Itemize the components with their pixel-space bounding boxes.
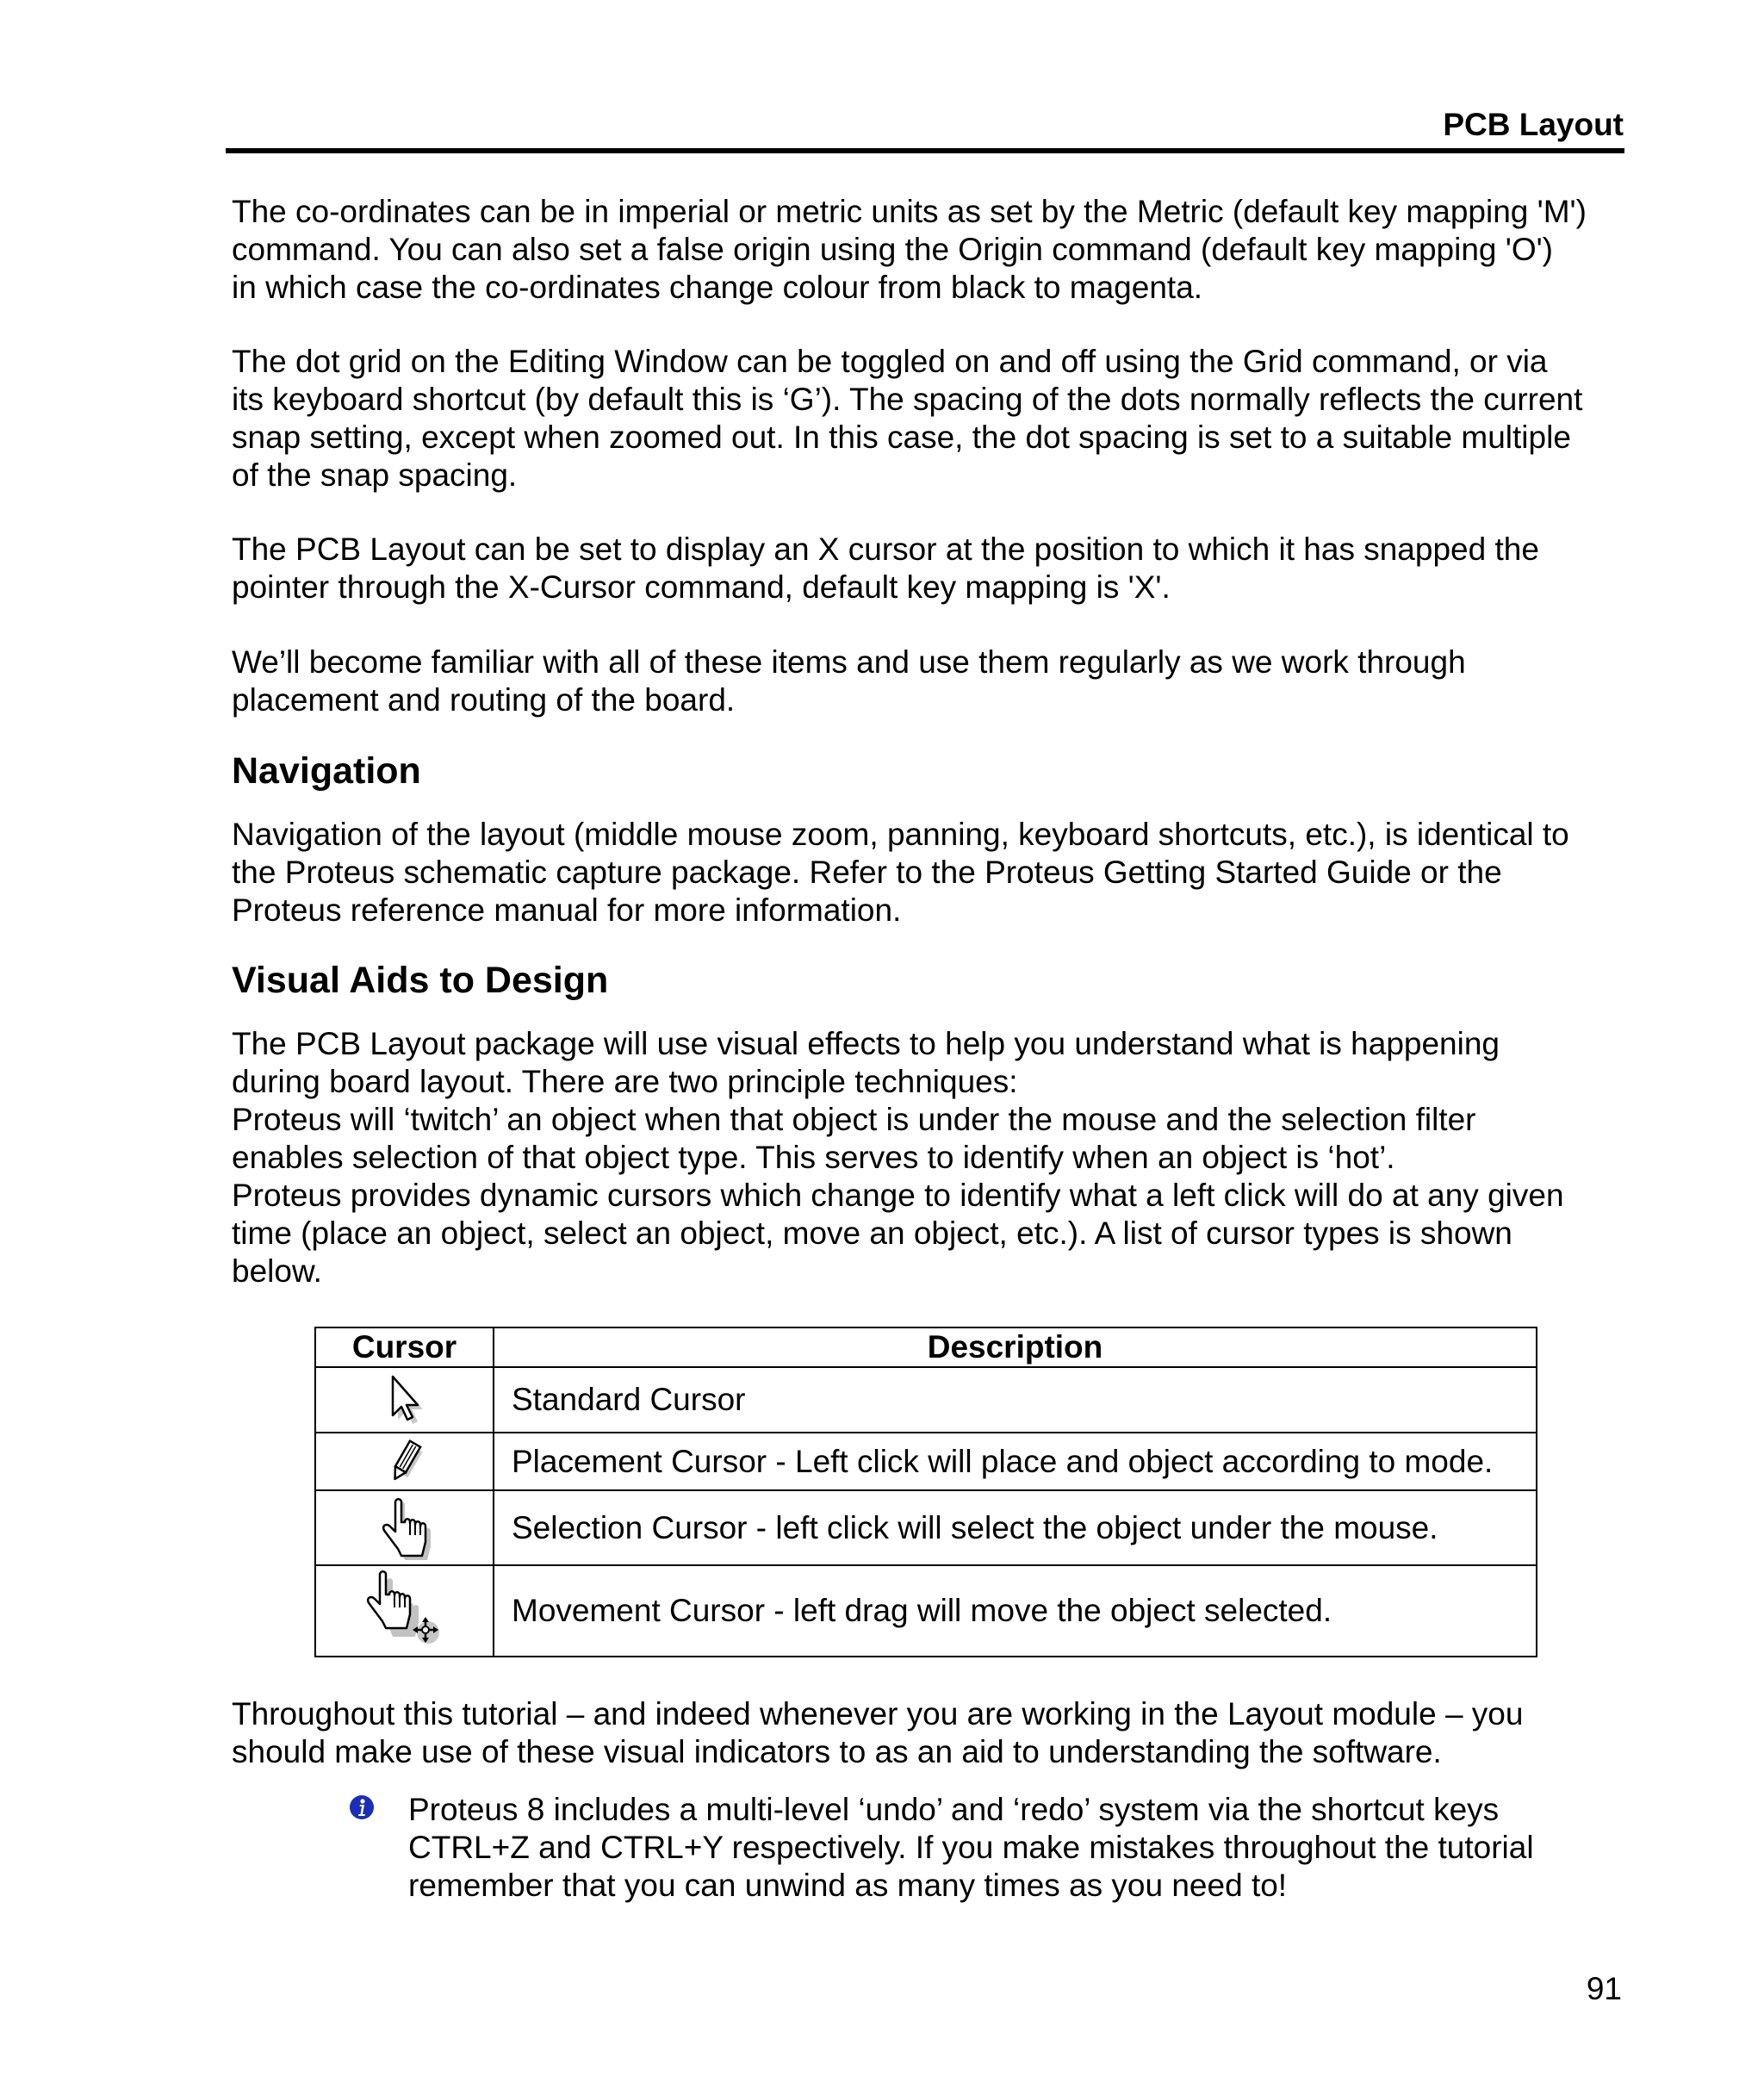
hand-move-cursor-icon — [362, 1568, 448, 1654]
cursor-cell — [315, 1490, 494, 1565]
text-line: placement and routing of the board. — [232, 682, 736, 718]
text-line: The co-ordinates can be in imperial or metric units as set by the Metric (default key mapping 'M') — [232, 194, 1587, 229]
paragraph-visual-aids — [232, 1025, 1644, 1290]
paragraph-dot-grid — [232, 343, 1644, 494]
table-row — [315, 1367, 1537, 1433]
text-line: The dot grid on the Editing Window can be toggled on and off using the Grid command, or via — [232, 344, 1548, 379]
column-header-cursor: Cursor — [315, 1327, 494, 1367]
pencil-cursor-icon — [386, 1439, 424, 1485]
cursor-description: Movement Cursor - left drag will move the object selected. — [494, 1565, 1537, 1657]
table-row — [315, 1433, 1537, 1490]
text-line: time (place an object, select an object, move an object, etc.). A list of cursor types is shown — [232, 1215, 1512, 1251]
paragraph-coordinates — [232, 193, 1644, 307]
text-line: CTRL+Z and CTRL+Y respectively. If you make mistakes throughout the tutorial — [408, 1830, 1534, 1865]
text-line: pointer through the X-Cursor command, default key mapping is 'X'. — [232, 569, 1171, 605]
text-line: The PCB Layout can be set to display an X cursor at the position to which it has snapped the — [232, 532, 1539, 567]
text-line: The PCB Layout package will use visual effects to help you understand what is happening — [232, 1026, 1500, 1061]
text-line: during board layout. There are two principle techniques: — [232, 1064, 1018, 1099]
table-header-row — [315, 1327, 1537, 1367]
text-line: should make use of these visual indicators to as an aid to understanding the software. — [232, 1734, 1442, 1769]
column-header-description: Description — [494, 1327, 1537, 1367]
cursor-table — [314, 1327, 1537, 1657]
heading-visual-aids: Visual Aids to Design — [232, 960, 609, 1001]
text-line: command. You can also set a false origin using the Origin command (default key mapping 'O') — [232, 232, 1554, 267]
hand-cursor-icon — [377, 1495, 432, 1561]
header-rule — [226, 148, 1624, 153]
paragraph-closing — [232, 1695, 1644, 1771]
table-row — [315, 1565, 1537, 1657]
cursor-description: Standard Cursor — [494, 1367, 1537, 1433]
cursor-cell — [315, 1367, 494, 1433]
text-line: in which case the co-ordinates change colour from black to magenta. — [232, 270, 1203, 305]
cursor-description: Selection Cursor - left click will select the object under the mouse. — [494, 1490, 1537, 1565]
text-line: remember that you can unwind as many times as you need to! — [408, 1868, 1288, 1903]
text-line: snap setting, except when zoomed out. In this case, the dot spacing is set to a suitable multiple — [232, 420, 1571, 455]
text-line: Proteus provides dynamic cursors which change to identify what a left click will do at any given — [232, 1178, 1564, 1213]
text-line: Navigation of the layout (middle mouse zoom, panning, keyboard shortcuts, etc.), is identical to — [232, 817, 1569, 852]
cursor-description: Placement Cursor - Left click will place and object according to mode. — [494, 1433, 1537, 1490]
table-row — [315, 1490, 1537, 1565]
heading-navigation: Navigation — [232, 750, 421, 792]
text-line: We’ll become familiar with all of these items and use them regularly as we work through — [232, 644, 1466, 680]
paragraph-navigation — [232, 816, 1644, 929]
text-line: Proteus will ‘twitch’ an object when that object is under the mouse and the selection filter — [232, 1102, 1476, 1137]
cursor-cell — [315, 1433, 494, 1490]
note-undo-redo — [408, 1791, 1631, 1905]
cursor-cell — [315, 1565, 494, 1657]
paragraph-familiar — [232, 643, 1644, 719]
page-header-title: PCB Layout — [1443, 107, 1624, 142]
arrow-cursor-icon — [388, 1374, 422, 1426]
text-line: Proteus 8 includes a multi-level ‘undo’ and ‘redo’ system via the shortcut keys — [408, 1792, 1500, 1827]
text-line: enables selection of that object type. This serves to identify when an object is ‘hot’. — [232, 1140, 1395, 1175]
info-icon — [349, 1794, 375, 1820]
text-line: Proteus reference manual for more information. — [232, 892, 902, 928]
paragraph-x-cursor — [232, 531, 1644, 606]
page-number: 91 — [1586, 1971, 1622, 2006]
text-line: below. — [232, 1253, 322, 1289]
text-line: its keyboard shortcut (by default this is ‘G’). The spacing of the dots normally reflects the current — [232, 382, 1583, 417]
text-line: Throughout this tutorial – and indeed whenever you are working in the Layout module – you — [232, 1696, 1524, 1732]
text-line: of the snap spacing. — [232, 457, 518, 493]
text-line: the Proteus schematic capture package. Refer to the Proteus Getting Started Guide or the — [232, 855, 1502, 890]
